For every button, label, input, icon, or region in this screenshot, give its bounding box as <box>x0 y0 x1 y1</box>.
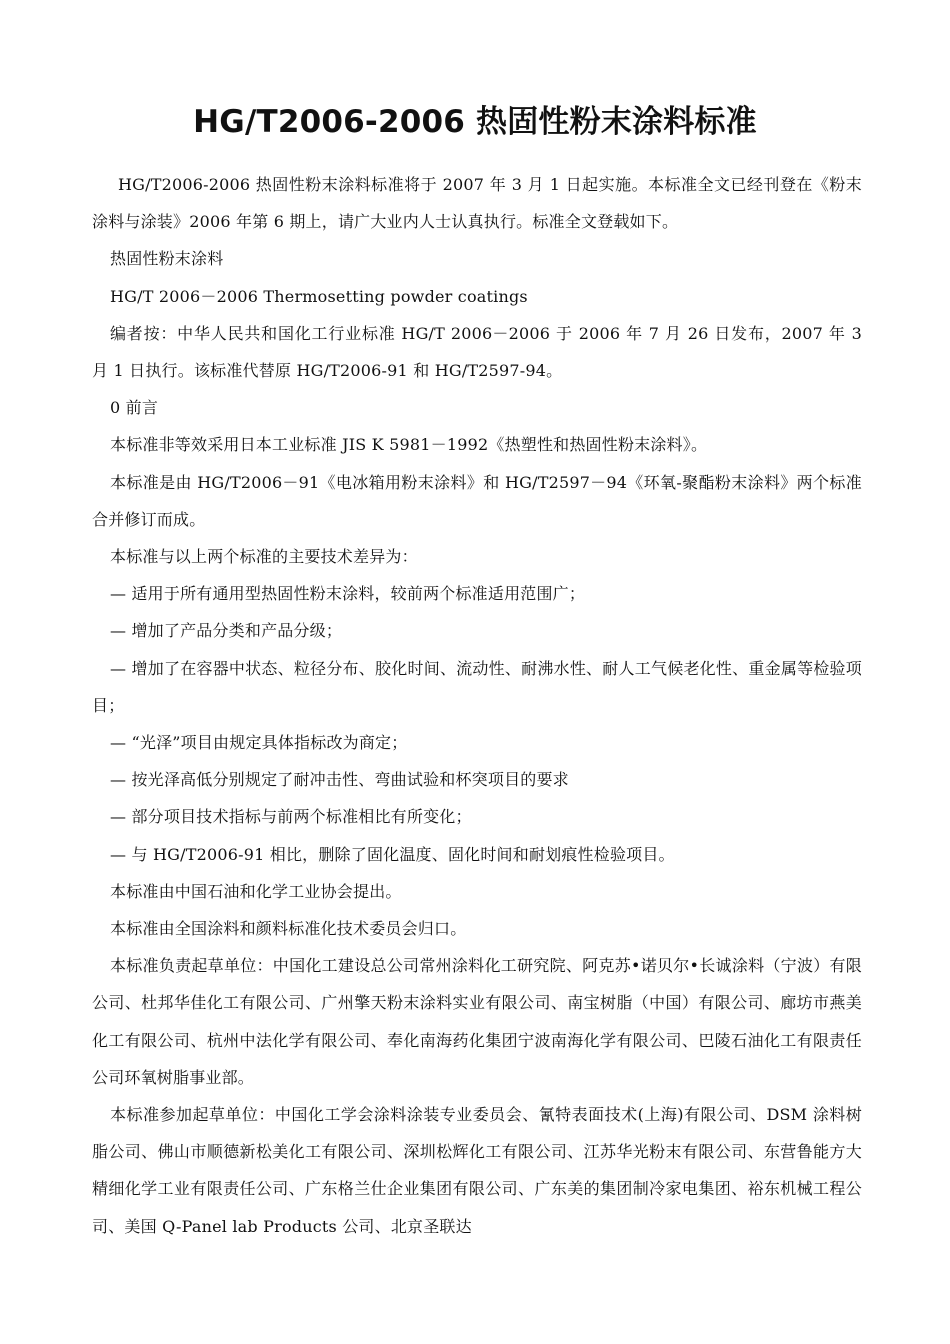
foreword-paragraph: 本标准是由 HG/T2006－91《电冰箱用粉末涂料》和 HG/T2597－94《环氧-聚酯粉末涂料》两个标准合并修订而成。 <box>92 472 862 529</box>
difference-list-item: — 按光泽高低分别规定了耐冲击性、弯曲试验和杯突项目的要求 <box>110 770 569 790</box>
editor-note: 编者按：中华人民共和国化工行业标准 HG/T 2006－2006 于 2006 年 7 月 26 日发布，2007 年 3 月 1 日执行。该标准代替原 HG/T2006-91 和 HG/T2597-94。 <box>92 323 862 381</box>
intro-paragraph: HG/T2006-2006 热固性粉末涂料标准将于 2007 年 3 月 1 日起实施。本标准全文已经刊登在《粉末涂料与涂装》2006 年第 6 期上，请广大业内人士认真执行。标准全文登载如下。 <box>92 175 862 232</box>
foreword-paragraph: 本标准由全国涂料和颜料标准化技术委员会归口。 <box>110 919 467 939</box>
document-title: HG/T2006-2006 热固性粉末涂料标准 <box>193 103 757 140</box>
section-heading-foreword: 0 前言 <box>110 398 159 418</box>
standard-name-en: HG/T 2006－2006 Thermosetting powder coatings <box>110 286 528 306</box>
difference-list-item: — “光泽”项目由规定具体指标改为商定； <box>110 733 408 753</box>
foreword-paragraph: 本标准与以上两个标准的主要技术差异为： <box>110 547 418 567</box>
difference-list-item: — 部分项目技术指标与前两个标准相比有所变化； <box>110 807 472 827</box>
difference-list-item: — 增加了产品分类和产品分级； <box>110 621 343 641</box>
difference-list-item: — 与 HG/T2006-91 相比，删除了固化温度、固化时间和耐划痕性检验项目。 <box>110 844 675 864</box>
foreword-paragraph: 本标准非等效采用日本工业标准 JIS K 5981－1992《热塑性和热固性粉末涂料》。 <box>110 435 708 455</box>
difference-list-item: — 适用于所有通用型热固性粉末涂料，较前两个标准适用范围广； <box>110 584 586 604</box>
foreword-paragraph: 本标准由中国石油和化学工业协会提出。 <box>110 881 402 901</box>
document-body <box>92 166 862 1245</box>
drafting-units-paragraph: 本标准负责起草单位：中国化工建设总公司常州涂料化工研究院、阿克苏•诺贝尔•长诚涂料（宁波）有限公司、杜邦华佳化工有限公司、广州擎天粉末涂料实业有限公司、南宝树脂（中国）有限公司、廊坊市燕美化工有限公司、杭州中法化学有限公司、奉化南海药化集团宁波南海化学有限公司、巴陵石油化工有限责任公司环氧树脂事业部。 <box>92 956 862 1087</box>
standard-name-cn: 热固性粉末涂料 <box>110 249 224 269</box>
difference-list-item: — 增加了在容器中状态、粒径分布、胶化时间、流动性、耐沸水性、耐人工气候老化性、重金属等检验项目； <box>92 658 862 715</box>
participating-units-paragraph: 本标准参加起草单位：中国化工学会涂料涂装专业委员会、氰特表面技术(上海)有限公司、DSM 涂料树脂公司、佛山市顺德新松美化工有限公司、深圳松辉化工有限公司、江苏华光粉末有限公司、东营鲁能方大精细化学工业有限责任公司、广东格兰仕企业集团有限公司、广东美的集团制冷家电集团、裕东机械工程公司、美国 Q-Panel lab Products 公司、北京圣联达 <box>92 1105 862 1236</box>
